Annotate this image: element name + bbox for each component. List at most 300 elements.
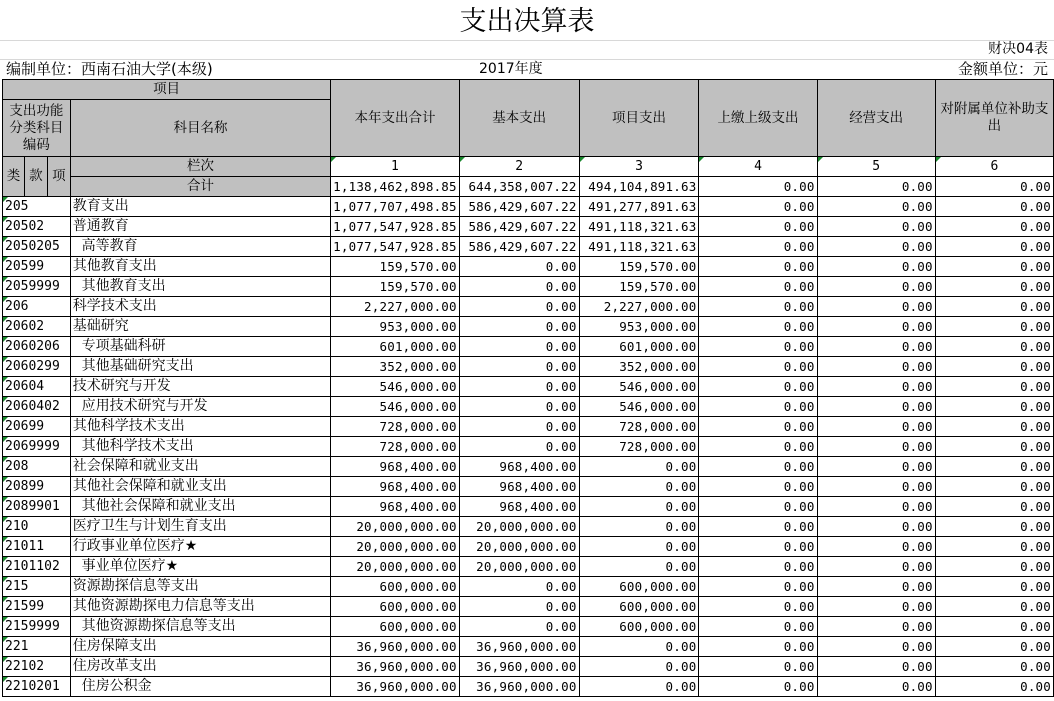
amount-cell[interactable]: 0.00: [699, 357, 817, 377]
amount-cell[interactable]: 0.00: [817, 277, 935, 297]
table-row: [3, 637, 1054, 657]
text-format-marker-icon: [3, 377, 8, 382]
subject-name-cell[interactable]: 其他社会保障和就业支出: [70, 477, 330, 497]
amount-cell[interactable]: 20,000,000.00: [459, 537, 579, 557]
function-code: 210: [5, 519, 29, 534]
amount-cell[interactable]: 968,400.00: [459, 457, 579, 477]
header-lei[interactable]: 类: [3, 157, 25, 197]
amount-cell[interactable]: 600,000.00: [331, 597, 460, 617]
amount-cell[interactable]: 0.00: [699, 557, 817, 577]
amount-cell[interactable]: 968,400.00: [459, 477, 579, 497]
amount-cell[interactable]: 728,000.00: [331, 417, 460, 437]
amount-cell[interactable]: 0.00: [817, 317, 935, 337]
amount-cell[interactable]: 0.00: [935, 197, 1053, 217]
amount-cell[interactable]: 36,960,000.00: [459, 677, 579, 697]
amount-cell[interactable]: 600,000.00: [331, 577, 460, 597]
subject-name-cell[interactable]: 其他资源勘探信息等支出: [70, 617, 330, 637]
amount-cell[interactable]: 728,000.00: [579, 417, 699, 437]
amount-cell[interactable]: 968,400.00: [331, 477, 460, 497]
function-code: 2059999: [5, 279, 60, 294]
text-format-marker-icon: [3, 597, 8, 602]
amount-cell[interactable]: 0.00: [817, 597, 935, 617]
subject-name-cell[interactable]: 专项基础科研: [70, 337, 330, 357]
amount-cell[interactable]: 20,000,000.00: [459, 557, 579, 577]
function-code-cell[interactable]: [3, 237, 71, 257]
amount-cell[interactable]: 0.00: [459, 337, 579, 357]
amount-cell[interactable]: 0.00: [817, 337, 935, 357]
amount-cell[interactable]: 546,000.00: [579, 377, 699, 397]
amount-cell[interactable]: 0.00: [459, 297, 579, 317]
amount-cell[interactable]: 0.00: [699, 297, 817, 317]
table-row: [3, 417, 1054, 437]
function-code-cell[interactable]: [3, 677, 71, 697]
function-code-cell[interactable]: [3, 537, 71, 557]
function-code-cell[interactable]: [3, 417, 71, 437]
amount-cell[interactable]: 0.00: [699, 537, 817, 557]
amount-cell[interactable]: 0.00: [817, 517, 935, 537]
amount-cell[interactable]: 0.00: [935, 317, 1053, 337]
function-code: 2101102: [5, 559, 60, 574]
subject-name-cell[interactable]: 事业单位医疗★: [70, 557, 330, 577]
amount-cell[interactable]: 0.00: [817, 217, 935, 237]
amount-cell[interactable]: 0.00: [459, 357, 579, 377]
function-code: 206: [5, 299, 29, 314]
amount-cell[interactable]: 601,000.00: [579, 337, 699, 357]
col-number-1[interactable]: 1: [331, 157, 460, 177]
amount-cell[interactable]: 546,000.00: [579, 397, 699, 417]
amount-cell[interactable]: 0.00: [935, 557, 1053, 577]
text-format-marker-icon: [3, 397, 8, 402]
header-kuan[interactable]: 款: [24, 157, 47, 197]
header-project[interactable]: 项目支出: [579, 80, 699, 157]
table-body: [3, 80, 1054, 697]
amount-cell[interactable]: 0.00: [935, 417, 1053, 437]
amount-cell[interactable]: 0.00: [699, 577, 817, 597]
amount-cell[interactable]: 0.00: [935, 537, 1053, 557]
amount-cell[interactable]: 0.00: [817, 417, 935, 437]
amount-cell[interactable]: 36,960,000.00: [459, 637, 579, 657]
amount-cell[interactable]: 491,118,321.63: [579, 217, 699, 237]
amount-cell[interactable]: 491,277,891.63: [579, 197, 699, 217]
amount-cell[interactable]: 20,000,000.00: [459, 517, 579, 537]
function-code-cell[interactable]: [3, 397, 71, 417]
org-unit: 编制单位：西南石油大学(本级): [6, 60, 213, 78]
table-row: [3, 317, 1054, 337]
amount-cell[interactable]: 0.00: [935, 297, 1053, 317]
amount-cell[interactable]: 0.00: [579, 517, 699, 537]
amount-cell[interactable]: 0.00: [699, 657, 817, 677]
total-value[interactable]: 1,138,462,898.85: [331, 177, 460, 197]
header-subsidy[interactable]: 对附属单位补助支出: [935, 80, 1053, 157]
amount-cell[interactable]: 0.00: [699, 397, 817, 417]
function-code: 21599: [5, 599, 45, 614]
amount-cell[interactable]: 0.00: [699, 677, 817, 697]
subject-name-cell[interactable]: 其他科学技术支出: [70, 417, 330, 437]
amount-cell[interactable]: 0.00: [699, 457, 817, 477]
function-code-cell[interactable]: [3, 477, 71, 497]
amount-cell[interactable]: 0.00: [579, 477, 699, 497]
table-row: [3, 657, 1054, 677]
amount-cell[interactable]: 0.00: [817, 397, 935, 417]
total-row: [3, 177, 1054, 197]
function-code: 20899: [5, 479, 45, 494]
subject-name-cell[interactable]: 其他教育支出: [70, 277, 330, 297]
subject-name-cell[interactable]: 其他资源勘探电力信息等支出: [70, 597, 330, 617]
col-number-2[interactable]: 2: [459, 157, 579, 177]
subject-name-cell[interactable]: 应用技术研究与开发: [70, 397, 330, 417]
function-code-cell[interactable]: [3, 277, 71, 297]
table-row: [3, 397, 1054, 417]
function-code-cell[interactable]: [3, 197, 71, 217]
amount-cell[interactable]: 0.00: [935, 617, 1053, 637]
table-row: [3, 217, 1054, 237]
total-value[interactable]: 644,358,007.22: [459, 177, 579, 197]
amount-cell[interactable]: 586,429,607.22: [459, 217, 579, 237]
function-code-cell[interactable]: [3, 617, 71, 637]
amount-cell[interactable]: 968,400.00: [331, 457, 460, 477]
amount-cell[interactable]: 586,429,607.22: [459, 197, 579, 217]
amount-cell[interactable]: 953,000.00: [579, 317, 699, 337]
function-code: 20604: [5, 379, 45, 394]
amount-cell[interactable]: 491,118,321.63: [579, 237, 699, 257]
subject-name-cell[interactable]: 科学技术支出: [70, 297, 330, 317]
total-label[interactable]: 合计: [70, 177, 330, 197]
text-format-marker-icon: [3, 537, 8, 542]
amount-cell[interactable]: 0.00: [699, 337, 817, 357]
amount-cell[interactable]: 0.00: [579, 637, 699, 657]
amount-cell[interactable]: 0.00: [935, 657, 1053, 677]
table-row: [3, 197, 1054, 217]
amount-cell[interactable]: 159,570.00: [579, 257, 699, 277]
function-code-cell[interactable]: [3, 577, 71, 597]
amount-cell[interactable]: 600,000.00: [579, 577, 699, 597]
subject-name-cell[interactable]: 医疗卫生与计划生育支出: [70, 517, 330, 537]
amount-cell[interactable]: 0.00: [699, 497, 817, 517]
subject-name-cell[interactable]: 其他教育支出: [70, 257, 330, 277]
amount-cell[interactable]: 0.00: [935, 637, 1053, 657]
text-format-marker-icon: [3, 197, 8, 202]
subject-name-cell[interactable]: 普通教育: [70, 217, 330, 237]
table-row: [3, 437, 1054, 457]
subject-name-cell[interactable]: 资源勘探信息等支出: [70, 577, 330, 597]
total-value[interactable]: 0.00: [699, 177, 817, 197]
amount-cell[interactable]: 0.00: [579, 677, 699, 697]
function-code: 20602: [5, 319, 45, 334]
function-code-cell[interactable]: [3, 357, 71, 377]
function-code: 2050205: [5, 239, 60, 254]
amount-cell[interactable]: 1,077,707,498.85: [331, 197, 460, 217]
amount-cell[interactable]: 0.00: [935, 437, 1053, 457]
amount-cell[interactable]: 0.00: [699, 417, 817, 437]
function-code-cell[interactable]: [3, 337, 71, 357]
table-row: [3, 457, 1054, 477]
fiscal-year: 2017年度: [479, 61, 543, 77]
function-code-cell[interactable]: [3, 637, 71, 657]
amount-cell[interactable]: 0.00: [935, 257, 1053, 277]
amount-cell[interactable]: 0.00: [699, 617, 817, 637]
function-code-cell[interactable]: [3, 597, 71, 617]
amount-cell[interactable]: 0.00: [935, 517, 1053, 537]
function-code-cell[interactable]: [3, 497, 71, 517]
amount-cell[interactable]: 0.00: [817, 577, 935, 597]
amount-cell[interactable]: 159,570.00: [331, 277, 460, 297]
amount-cell[interactable]: 546,000.00: [331, 377, 460, 397]
table-row: [3, 357, 1054, 377]
amount-cell[interactable]: 0.00: [817, 437, 935, 457]
header-row-4: [3, 157, 1054, 177]
amount-cell[interactable]: 600,000.00: [579, 597, 699, 617]
header-basic[interactable]: 基本支出: [459, 80, 579, 157]
amount-cell[interactable]: 546,000.00: [331, 397, 460, 417]
amount-cell[interactable]: 0.00: [817, 677, 935, 697]
header-func-code[interactable]: 支出功能分类科目编码: [3, 100, 71, 157]
amount-cell[interactable]: 0.00: [817, 237, 935, 257]
amount-cell[interactable]: 0.00: [817, 377, 935, 397]
header-item[interactable]: 项目: [3, 80, 331, 100]
amount-cell[interactable]: 20,000,000.00: [331, 517, 460, 537]
amount-cell[interactable]: 0.00: [699, 517, 817, 537]
amount-cell[interactable]: 0.00: [817, 357, 935, 377]
amount-cell[interactable]: 728,000.00: [579, 437, 699, 457]
subject-name-cell[interactable]: 住房公积金: [70, 677, 330, 697]
subject-name-cell[interactable]: 其他基础研究支出: [70, 357, 330, 377]
amount-cell[interactable]: 0.00: [935, 677, 1053, 697]
table-row: [3, 537, 1054, 557]
amount-cell[interactable]: 0.00: [935, 477, 1053, 497]
function-code-cell[interactable]: [3, 297, 71, 317]
amount-cell[interactable]: 0.00: [935, 377, 1053, 397]
table-row: [3, 677, 1054, 697]
text-format-marker-icon: [3, 257, 8, 262]
amount-cell[interactable]: 0.00: [935, 397, 1053, 417]
amount-cell[interactable]: 0.00: [935, 577, 1053, 597]
table-row: [3, 337, 1054, 357]
subject-name-cell[interactable]: 技术研究与开发: [70, 377, 330, 397]
amount-cell[interactable]: 0.00: [935, 337, 1053, 357]
amount-cell[interactable]: 0.00: [579, 557, 699, 577]
amount-cell[interactable]: 159,570.00: [579, 277, 699, 297]
text-format-marker-icon: [3, 497, 8, 502]
amount-cell[interactable]: 968,400.00: [331, 497, 460, 517]
function-code: 2060402: [5, 399, 60, 414]
header-business[interactable]: 经营支出: [817, 80, 935, 157]
col-number-3[interactable]: 3: [579, 157, 699, 177]
amount-cell[interactable]: 586,429,607.22: [459, 237, 579, 257]
table-row: [3, 477, 1054, 497]
amount-cell[interactable]: 352,000.00: [579, 357, 699, 377]
col-number-4[interactable]: 4: [699, 157, 817, 177]
report-title: 支出决算表: [459, 6, 595, 37]
amount-cell[interactable]: 36,960,000.00: [331, 677, 460, 697]
table-row: [3, 377, 1054, 397]
text-format-marker-icon: [3, 357, 8, 362]
amount-cell[interactable]: 0.00: [817, 297, 935, 317]
text-format-marker-icon: [3, 237, 8, 242]
amount-cell[interactable]: 0.00: [817, 257, 935, 277]
table-row: [3, 297, 1054, 317]
amount-cell[interactable]: 0.00: [459, 377, 579, 397]
function-code-cell[interactable]: [3, 257, 71, 277]
amount-cell[interactable]: 0.00: [817, 457, 935, 477]
total-value[interactable]: 494,104,891.63: [579, 177, 699, 197]
function-code: 221: [5, 639, 29, 654]
text-format-marker-icon: [3, 417, 8, 422]
amount-cell[interactable]: 0.00: [935, 277, 1053, 297]
amount-cell[interactable]: 0.00: [935, 217, 1053, 237]
subject-name-cell[interactable]: 住房保障支出: [70, 637, 330, 657]
text-format-marker-icon: [3, 337, 8, 342]
amount-cell[interactable]: 36,960,000.00: [331, 637, 460, 657]
col-number-6[interactable]: 6: [935, 157, 1053, 177]
amount-cell[interactable]: 0.00: [817, 617, 935, 637]
amount-cell[interactable]: 0.00: [817, 477, 935, 497]
amount-cell[interactable]: 0.00: [459, 397, 579, 417]
amount-cell[interactable]: 0.00: [935, 597, 1053, 617]
amount-cell[interactable]: 0.00: [699, 277, 817, 297]
header-total[interactable]: 本年支出合计: [331, 80, 460, 157]
subject-name-cell[interactable]: 其他社会保障和就业支出: [70, 497, 330, 517]
amount-cell[interactable]: 0.00: [699, 237, 817, 257]
text-format-marker-icon: [3, 637, 8, 642]
amount-cell[interactable]: 0.00: [579, 657, 699, 677]
amount-cell[interactable]: 0.00: [459, 257, 579, 277]
amount-cell[interactable]: 0.00: [459, 417, 579, 437]
function-code-cell[interactable]: [3, 217, 71, 237]
header-subject-name[interactable]: 科目名称: [70, 100, 330, 157]
function-code: 205: [5, 199, 29, 214]
header-row-1: [3, 80, 1054, 100]
header-upper[interactable]: 上缴上级支出: [699, 80, 817, 157]
function-code: 20699: [5, 419, 45, 434]
amount-cell[interactable]: 0.00: [935, 497, 1053, 517]
subject-name-cell[interactable]: 教育支出: [70, 197, 330, 217]
amount-cell[interactable]: 0.00: [817, 637, 935, 657]
amount-cell[interactable]: 0.00: [935, 237, 1053, 257]
amount-cell[interactable]: 0.00: [935, 357, 1053, 377]
amount-cell[interactable]: 601,000.00: [331, 337, 460, 357]
amount-cell[interactable]: 0.00: [579, 457, 699, 477]
amount-cell[interactable]: 600,000.00: [331, 617, 460, 637]
function-code: 20599: [5, 259, 45, 274]
form-number: 财决04表: [988, 41, 1048, 57]
col-number-5[interactable]: 5: [817, 157, 935, 177]
amount-cell[interactable]: 1,077,547,928.85: [331, 217, 460, 237]
amount-cell[interactable]: 0.00: [817, 557, 935, 577]
amount-cell[interactable]: 0.00: [699, 257, 817, 277]
text-format-marker-icon: [3, 557, 8, 562]
function-code: 22102: [5, 659, 45, 674]
text-format-marker-icon: [3, 617, 8, 622]
amount-cell[interactable]: 0.00: [459, 617, 579, 637]
text-format-marker-icon: [3, 297, 8, 302]
amount-cell[interactable]: 159,570.00: [331, 257, 460, 277]
table-row: [3, 557, 1054, 577]
amount-cell[interactable]: 0.00: [699, 217, 817, 237]
function-code: 20502: [5, 219, 45, 234]
amount-cell[interactable]: 0.00: [699, 197, 817, 217]
amount-cell[interactable]: 0.00: [817, 497, 935, 517]
amount-cell[interactable]: 20,000,000.00: [331, 537, 460, 557]
function-code: 2089901: [5, 499, 60, 514]
amount-cell[interactable]: 0.00: [699, 437, 817, 457]
amount-cell[interactable]: 2,227,000.00: [579, 297, 699, 317]
table-row: [3, 617, 1054, 637]
amount-cell[interactable]: 968,400.00: [459, 497, 579, 517]
function-code-cell[interactable]: [3, 557, 71, 577]
amount-cell[interactable]: 0.00: [579, 497, 699, 517]
amount-cell[interactable]: 0.00: [817, 657, 935, 677]
amount-cell[interactable]: 0.00: [699, 477, 817, 497]
function-code-cell[interactable]: [3, 377, 71, 397]
function-code: 215: [5, 579, 29, 594]
function-code-cell[interactable]: [3, 517, 71, 537]
amount-cell[interactable]: 728,000.00: [331, 437, 460, 457]
function-code: 21011: [5, 539, 45, 554]
function-code: 2069999: [5, 439, 60, 454]
grid-line: [0, 40, 1054, 41]
amount-cell[interactable]: 0.00: [459, 317, 579, 337]
amount-cell[interactable]: 0.00: [817, 537, 935, 557]
amount-cell[interactable]: 0.00: [579, 537, 699, 557]
function-code-cell[interactable]: [3, 457, 71, 477]
amount-cell[interactable]: 0.00: [459, 597, 579, 617]
header-column-order[interactable]: 栏次: [70, 157, 330, 177]
amount-cell[interactable]: 20,000,000.00: [331, 557, 460, 577]
function-code: 2210201: [5, 679, 60, 694]
amount-cell[interactable]: 36,960,000.00: [459, 657, 579, 677]
text-format-marker-icon: [3, 317, 8, 322]
header-xiang[interactable]: 项: [47, 157, 70, 197]
function-code-cell[interactable]: [3, 657, 71, 677]
amount-cell[interactable]: 0.00: [459, 437, 579, 457]
function-code-cell[interactable]: [3, 317, 71, 337]
text-format-marker-icon: [3, 677, 8, 682]
subject-name-cell[interactable]: 社会保障和就业支出: [70, 457, 330, 477]
amount-cell[interactable]: 36,960,000.00: [331, 657, 460, 677]
text-format-marker-icon: [3, 437, 8, 442]
subject-name-cell[interactable]: 行政事业单位医疗★: [70, 537, 330, 557]
amount-cell[interactable]: 2,227,000.00: [331, 297, 460, 317]
table-row: [3, 597, 1054, 617]
total-value[interactable]: 0.00: [935, 177, 1053, 197]
amount-cell[interactable]: 0.00: [817, 197, 935, 217]
function-code: 2060299: [5, 359, 60, 374]
amount-cell[interactable]: 0.00: [699, 377, 817, 397]
subject-name-cell[interactable]: 基础研究: [70, 317, 330, 337]
text-format-marker-icon: [3, 657, 8, 662]
text-format-marker-icon: [3, 457, 8, 462]
table-row: [3, 497, 1054, 517]
subject-name-cell[interactable]: 其他科学技术支出: [70, 437, 330, 457]
table-row: [3, 257, 1054, 277]
amount-cell[interactable]: 0.00: [699, 637, 817, 657]
amount-cell[interactable]: 0.00: [459, 577, 579, 597]
amount-cell[interactable]: 0.00: [459, 277, 579, 297]
function-code-cell[interactable]: [3, 437, 71, 457]
amount-cell[interactable]: 953,000.00: [331, 317, 460, 337]
total-value[interactable]: 0.00: [817, 177, 935, 197]
table-row: [3, 577, 1054, 597]
amount-cell[interactable]: 0.00: [699, 317, 817, 337]
amount-cell[interactable]: 600,000.00: [579, 617, 699, 637]
amount-cell[interactable]: 1,077,547,928.85: [331, 237, 460, 257]
text-format-marker-icon: [3, 277, 8, 282]
amount-cell[interactable]: 352,000.00: [331, 357, 460, 377]
subject-name-cell[interactable]: 高等教育: [70, 237, 330, 257]
amount-cell[interactable]: 0.00: [935, 457, 1053, 477]
subject-name-cell[interactable]: 住房改革支出: [70, 657, 330, 677]
amount-cell[interactable]: 0.00: [699, 597, 817, 617]
